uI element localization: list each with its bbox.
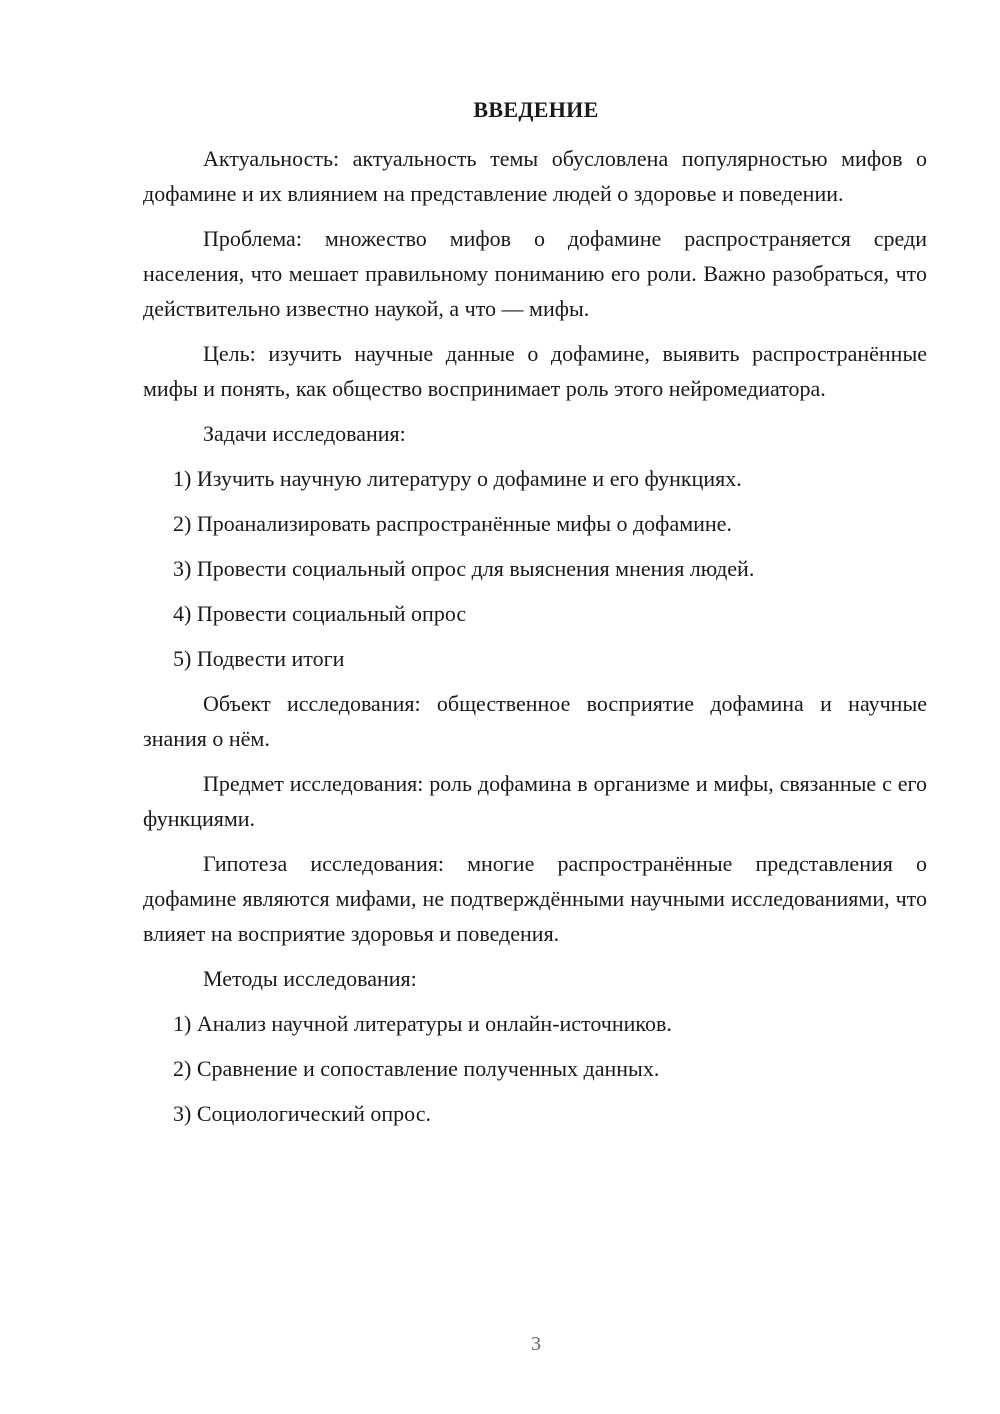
list-item: 4) Провести социальный опрос xyxy=(173,601,467,626)
methods-list xyxy=(143,1006,927,1131)
tasks-list xyxy=(143,461,927,676)
list-item: 1) Анализ научной литературы и онлайн-источников. xyxy=(173,1011,672,1036)
paragraph-goal: Цель: изучить научные данные о дофамине, выявить распространённые мифы и понять, как общество воспринимает роль этого нейромедиатора. xyxy=(143,341,927,401)
paragraph-subject: Предмет исследования: роль дофамина в организме и мифы, связанные с его функциями. xyxy=(143,771,927,831)
paragraph-problem: Проблема: множество мифов о дофамине распространяется среди населения, что мешает правильному пониманию его роли. Важно разобраться, что действительно известно наукой, а что — мифы. xyxy=(143,226,927,321)
list-item: 2) Проанализировать распространённые мифы о дофамине. xyxy=(173,511,732,536)
tasks-heading: Задачи исследования: xyxy=(203,421,406,446)
page-number: 3 xyxy=(531,1333,541,1355)
list-item: 2) Сравнение и сопоставление полученных данных. xyxy=(173,1056,660,1081)
list-item: 3) Социологический опрос. xyxy=(173,1101,431,1126)
list-item: 1) Изучить научную литературу о дофамине и его функциях. xyxy=(173,466,742,491)
document-body xyxy=(143,141,927,1141)
page-title: ВВЕДЕНИЕ xyxy=(473,97,599,122)
paragraph-hypothesis: Гипотеза исследования: многие распространённые представления о дофамине являются мифами, не подтверждёнными научными исследованиями, что влияет на восприятие здоровья и поведения. xyxy=(143,851,927,946)
list-item: 3) Провести социальный опрос для выяснения мнения людей. xyxy=(173,556,755,581)
paragraph-relevance: Актуальность: актуальность темы обусловлена популярностью мифов о дофамине и их влиянием на представление людей о здоровье и поведении. xyxy=(143,146,927,206)
paragraph-object: Объект исследования: общественное восприятие дофамина и научные знания о нём. xyxy=(143,691,927,751)
list-item: 5) Подвести итоги xyxy=(173,646,345,671)
methods-heading: Методы исследования: xyxy=(203,966,417,991)
